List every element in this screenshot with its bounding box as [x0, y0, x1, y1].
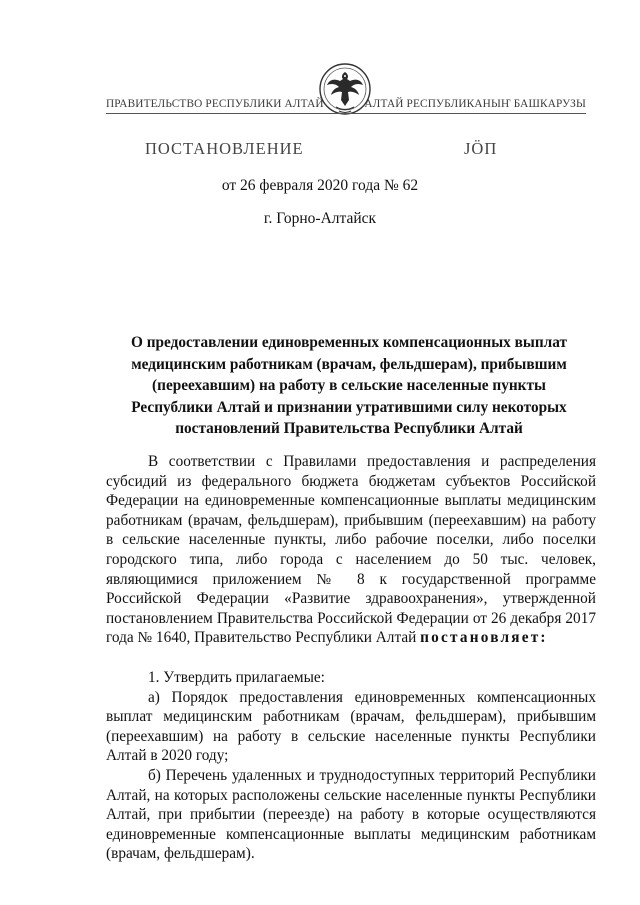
document-body [106, 452, 596, 864]
doc-type-ru: ПОСТАНОВЛЕНИЕ [145, 139, 304, 158]
letterhead [106, 98, 586, 118]
document-city: г. Горно-Алтайск [263, 210, 377, 227]
government-name-alt: АЛТАЙ РЕСПУБЛИКАНЫҤ БАШКАРУЗЫ [364, 98, 586, 110]
item-1b: б) Перечень удаленных и труднодоступных территорий Республики Алтай, на которых расположены сельские населенные пункты Республики Алтай, при прибытии (переезде) на работу в которые осуществляются единовременные компенсационные выплаты медицинским работникам (врачам, фельдшерам). [106, 766, 596, 863]
doc-type-alt: ЈӦП [464, 139, 498, 158]
letterhead-rule [106, 113, 586, 114]
document-title: О предоставлении единовременных компенсационных выплат медицинским работникам (врачам, фельдшерам), прибывшим (переехавшим) на работу в сельские населенные пункты Республики Алтай и признании утратившими силу некоторых постановлений Правительства Республики Алтай [131, 334, 567, 437]
intro-paragraph [106, 452, 596, 648]
document-date-number: от 26 февраля 2020 года № 62 [221, 177, 419, 194]
intro-emphasis: постановляет: [420, 629, 548, 647]
intro-text: В соответствии с Правилами предоставления и распределения субсидий из федерального бюджета бюджетам субъектов Российской Федерации на единовременные компенсационные выплаты медицинским работникам (врачам, фельдшерам), прибывшим (переехавшим) на работу в сельские населенные пункты, либо рабочие поселки, либо поселки городского типа, либо города с населением до 50 тыс. человек, являющимися приложением № 8 к государственной программе Российской Федерации «Развитие здравоохранения», утвержденной постановлением Правительства Российской Федерации от 26 декабря 2017 года № 1640, Правительство Республики Алтай [106, 453, 596, 647]
item-1: 1. Утвердить прилагаемые: [148, 668, 325, 686]
item-1a: а) Порядок предоставления единовременных компенсационных выплат медицинским работникам (врачам, фельдшерам), прибывшим (переехавшим) на работу в сельские населенные пункты Республики Алтай в 2020 году; [106, 688, 596, 765]
government-name-ru: ПРАВИТЕЛЬСТВО РЕСПУБЛИКИ АЛТАЙ [106, 98, 324, 110]
